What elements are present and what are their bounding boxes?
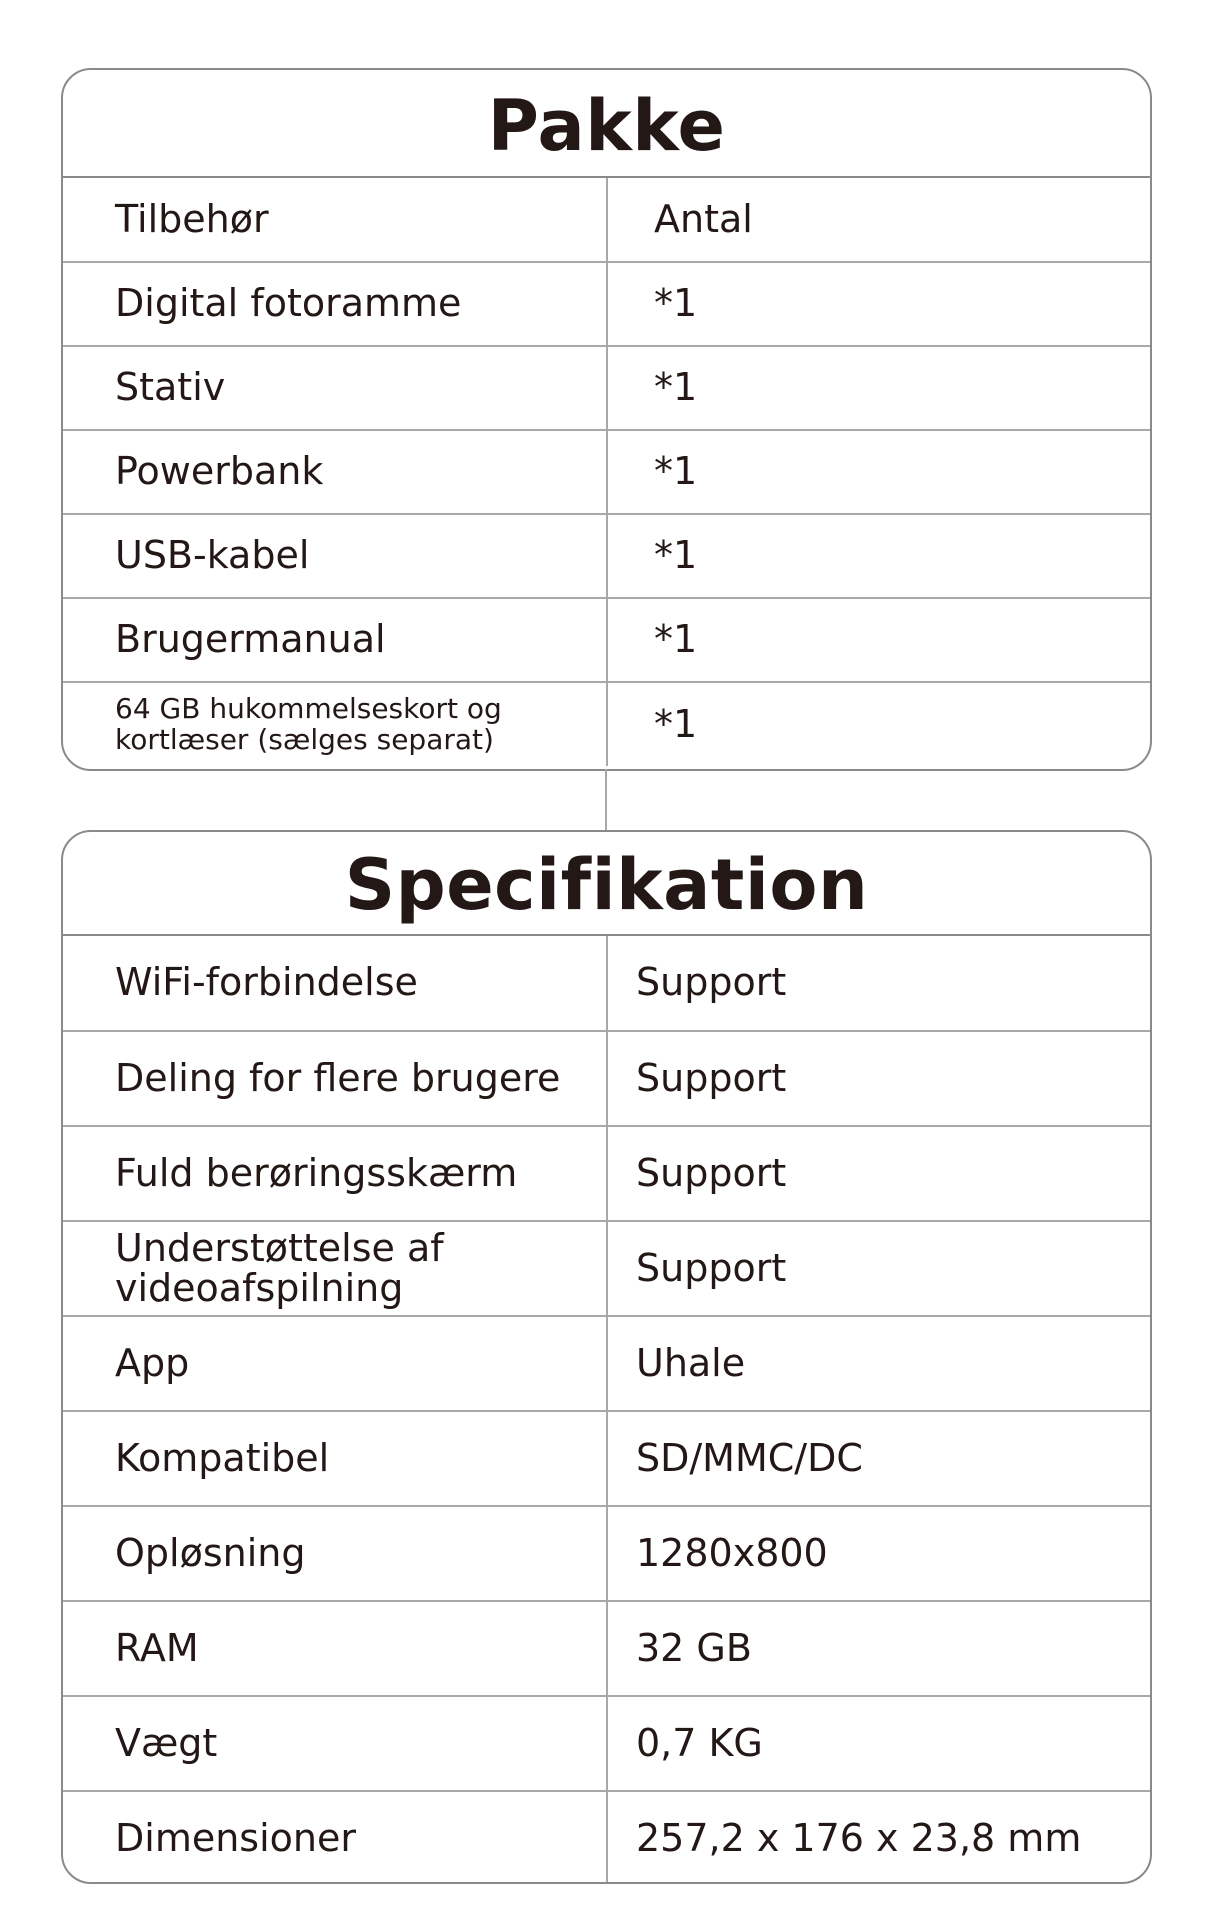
table-row bbox=[63, 1791, 1150, 1884]
specification-title: Specifikation bbox=[63, 832, 1150, 936]
table-row bbox=[63, 1316, 1150, 1411]
table-row bbox=[63, 1601, 1150, 1696]
table-row bbox=[63, 430, 1150, 514]
spec-label: Dimensioner bbox=[63, 1791, 607, 1884]
spec-label: RAM bbox=[63, 1601, 607, 1696]
spec-value: 1280x800 bbox=[607, 1506, 1150, 1601]
spec-value: SD/MMC/DC bbox=[607, 1411, 1150, 1506]
specification-table bbox=[63, 936, 1150, 1884]
package-panel bbox=[61, 68, 1152, 771]
spec-value: Support bbox=[607, 1221, 1150, 1316]
spec-label: Opløsning bbox=[63, 1506, 607, 1601]
table-row bbox=[63, 262, 1150, 346]
table-row bbox=[63, 1031, 1150, 1126]
spec-value: Uhale bbox=[607, 1316, 1150, 1411]
spec-value: Support bbox=[607, 1126, 1150, 1221]
spec-label: WiFi-forbindelse bbox=[63, 936, 607, 1031]
table-row bbox=[63, 346, 1150, 430]
spec-label: Understøttelse af videoafspilning bbox=[63, 1221, 607, 1316]
package-qty: *1 bbox=[607, 262, 1150, 346]
table-row bbox=[63, 1696, 1150, 1791]
quantity-column-header: Antal bbox=[654, 196, 753, 241]
package-table bbox=[63, 178, 1150, 766]
spec-label: Deling for flere brugere bbox=[63, 1031, 607, 1126]
spec-value: Support bbox=[607, 1031, 1150, 1126]
package-item: Stativ bbox=[63, 346, 607, 430]
package-qty: *1 bbox=[607, 430, 1150, 514]
package-qty: *1 bbox=[607, 682, 1150, 766]
spec-value: 257,2 x 176 x 23,8 mm bbox=[607, 1791, 1150, 1884]
spec-label: App bbox=[63, 1316, 607, 1411]
spec-value: 0,7 KG bbox=[607, 1696, 1150, 1791]
accessory-column-header: Tilbehør bbox=[63, 178, 607, 262]
package-header-row bbox=[63, 178, 1150, 262]
spec-label: Kompatibel bbox=[63, 1411, 607, 1506]
specification-panel bbox=[61, 830, 1152, 1884]
package-title: Pakke bbox=[63, 70, 1150, 178]
table-row bbox=[63, 682, 1150, 766]
package-item: Digital fotoramme bbox=[63, 262, 607, 346]
package-qty: *1 bbox=[607, 598, 1150, 682]
package-qty: *1 bbox=[607, 514, 1150, 598]
table-row bbox=[63, 598, 1150, 682]
table-row bbox=[63, 1126, 1150, 1221]
table-row bbox=[63, 1506, 1150, 1601]
table-row bbox=[63, 1221, 1150, 1316]
spec-label: Vægt bbox=[63, 1696, 607, 1791]
package-qty: *1 bbox=[607, 346, 1150, 430]
table-row bbox=[63, 1411, 1150, 1506]
spec-label: Fuld berøringsskærm bbox=[63, 1126, 607, 1221]
spec-value: Support bbox=[636, 960, 787, 1005]
package-item: USB-kabel bbox=[63, 514, 607, 598]
package-item: Powerbank bbox=[63, 430, 607, 514]
column-divider-connector bbox=[605, 769, 607, 832]
package-item: Brugermanual bbox=[63, 598, 607, 682]
spec-value: 32 GB bbox=[607, 1601, 1150, 1696]
package-item: 64 GB hukommelseskort og kortlæser (sælges separat) bbox=[63, 682, 607, 766]
table-row bbox=[63, 936, 1150, 1031]
table-row bbox=[63, 514, 1150, 598]
